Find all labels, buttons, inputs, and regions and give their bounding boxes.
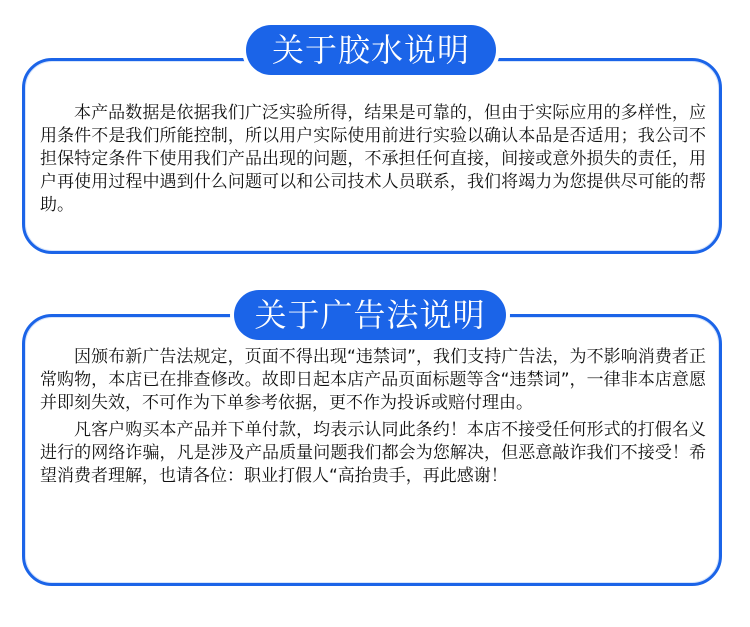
glue-paragraph: 本产品数据是依据我们广泛实验所得，结果是可靠的，但由于实际应用的多样性，应用条件不是我们所能控制，所以用户实际使用前进行实验以确认本品是否适用；我公司不担保特定条件下使用我们产品出现的问题，不承担任何直接，间接或意外损失的责任，用户再使用过程中遇到什么问题可以和公司技术人员联系，我们将竭力为您提供尽可能的帮助。	[40, 103, 706, 215]
ad-law-section-title: 关于广告法说明	[234, 290, 506, 340]
glue-section-title: 关于胶水说明	[246, 25, 496, 75]
glue-section-body	[40, 102, 706, 217]
ad-law-paragraph-2: 凡客户购买本产品并下单付款，均表示认同此条约！本店不接受任何形式的打假名义进行的网络诈骗，凡是涉及产品质量问题我们都会为您解决，但恶意敲诈我们不接受！希望消费者理解，也请各位：职业打假人“高抬贵手，再此感谢！	[40, 420, 706, 486]
ad-law-paragraph-1: 因颁布新广告法规定，页面不得出现“违禁词”，我们支持广告法，为不影响消费者正常购物，本店已在排查修改。故即日起本店产品页面标题等含“违禁词”，一律非本店意愿并即刻失效，不可作为下单参考依据，更不作为投诉或赔付理由。	[40, 347, 706, 413]
ad-law-section-body	[40, 346, 706, 488]
